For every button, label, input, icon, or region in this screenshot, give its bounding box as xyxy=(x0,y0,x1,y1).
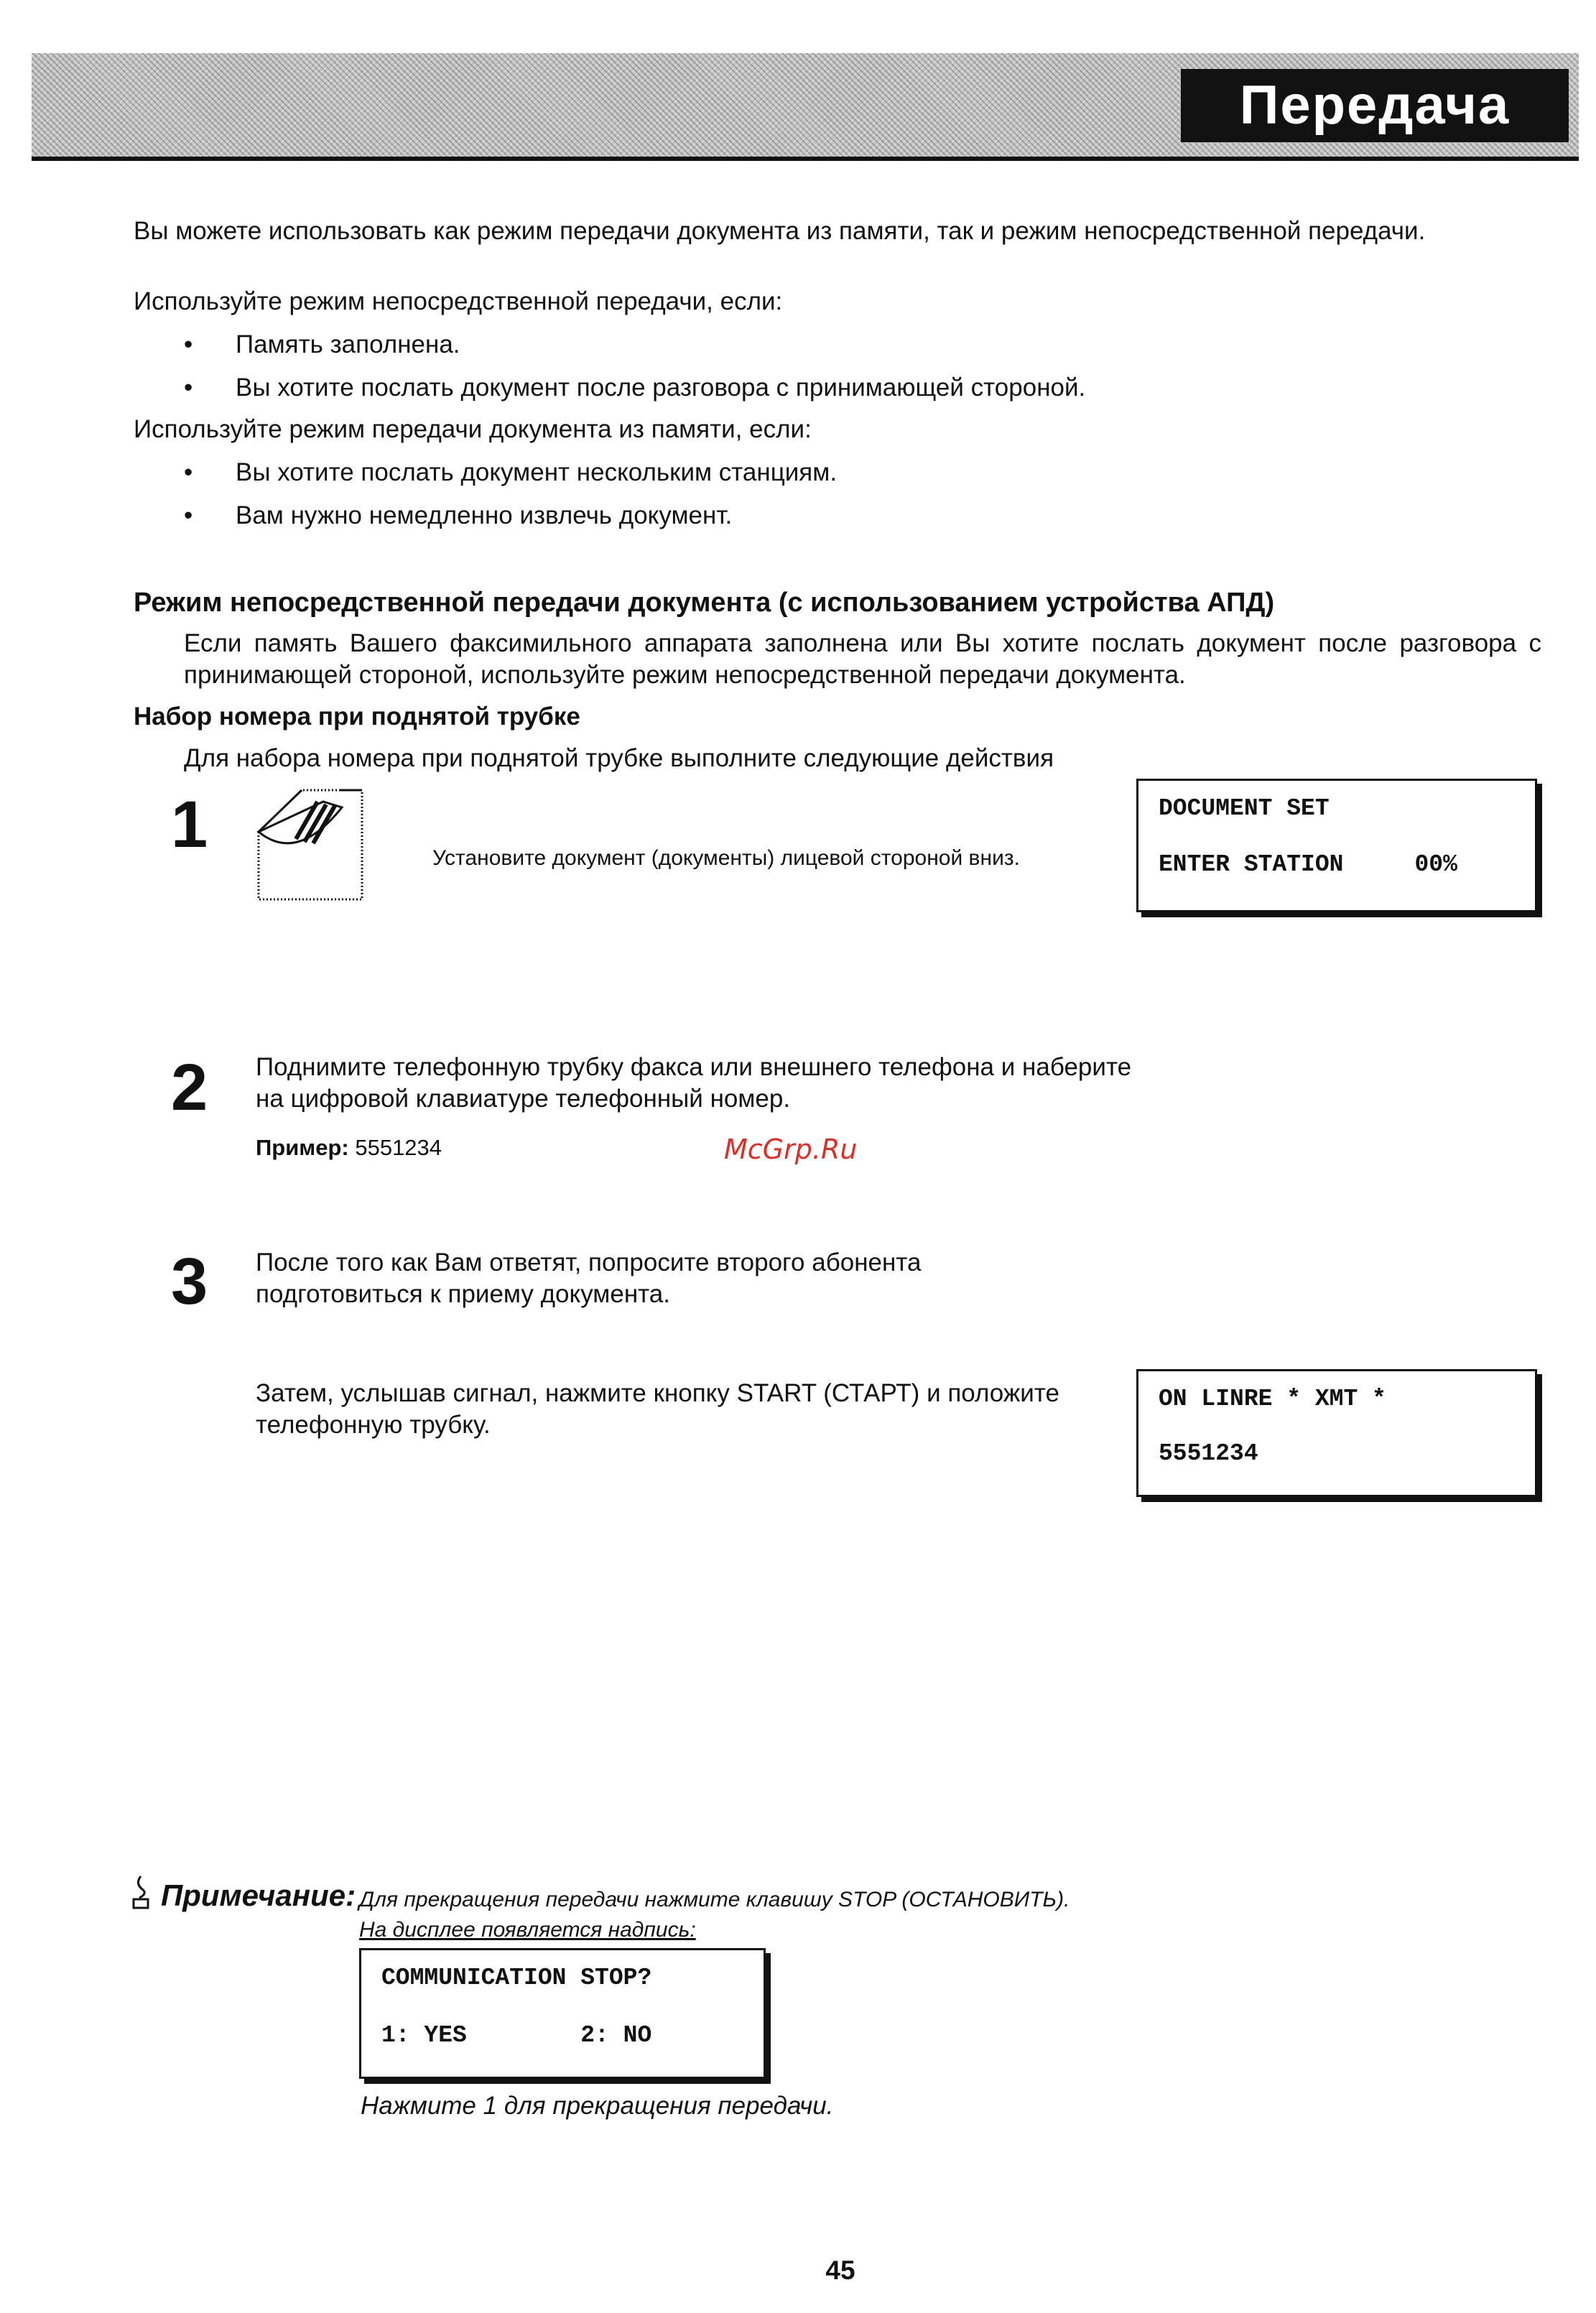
bullet-icon: • xyxy=(184,501,193,529)
list-item: • Вы хотите послать документ нескольким станциям. xyxy=(236,457,1528,488)
header-banner xyxy=(32,53,1579,209)
page-number: 45 xyxy=(825,2256,855,2285)
page-title: Передача документов xyxy=(1181,69,1569,142)
step-3-text: После того как Вам ответят, попросите второго абонента подготовиться к приему документа. xyxy=(256,1248,922,1308)
note-text-2: На дисплее появляется надпись: xyxy=(359,1918,696,1942)
step-2-example: Пример: 5551234 xyxy=(256,1135,442,1160)
note-text: Для прекращения передачи нажмите клавишу STOP (ОСТАНОВИТЬ). xyxy=(359,1888,1070,1911)
list-item: • Вы хотите послать документ после разговора с принимающей стороной. xyxy=(236,372,1528,404)
lcd-line-1: ON LINRE * XMT * xyxy=(1159,1386,1386,1412)
list-item: • Память заполнена. xyxy=(236,329,1528,361)
lcd-display-step1 xyxy=(1136,779,1537,912)
watermark-text: McGrp.Ru xyxy=(724,1134,858,1165)
note-icon xyxy=(131,1873,162,1911)
section-heading: Режим непосредственной передачи документа (с использованием устройства АПД) xyxy=(134,588,1275,618)
step-number: 2 xyxy=(171,1051,208,1124)
list-item: • Вам нужно немедленно извлечь документ. xyxy=(236,500,1528,532)
bullet-icon: • xyxy=(184,374,193,402)
intro-condition-direct: Используйте режим непосредственной передачи, если: xyxy=(134,287,783,315)
subsection-heading: Набор номера при поднятой трубке xyxy=(134,703,580,731)
intro-condition-memory: Используйте режим передачи документа из памяти, если: xyxy=(134,415,812,443)
intro-paragraph: Вы можете использовать как режим передачи документа из памяти, так и режим непосредственной передачи. xyxy=(134,217,1426,245)
step-3-text-2: Затем, услышав сигнал, нажмите кнопку START (СТАРТ) и положите телефонную трубку. xyxy=(256,1379,1059,1439)
lcd-display-note xyxy=(359,1948,766,2079)
step-2-text: Поднимите телефонную трубку факса или внешнего телефона и наберите на цифровой клавиатуре телефонный номер. xyxy=(256,1053,1132,1113)
note-label: Примечание: xyxy=(161,1878,356,1912)
lcd-display-step3 xyxy=(1136,1369,1537,1497)
step-number: 1 xyxy=(171,788,208,861)
lcd-line-2: 5551234 xyxy=(1159,1440,1258,1467)
section-text: Если память Вашего факсимильного аппарата заполнена или Вы хотите послать документ после разговора с принимающей стороной, используйте режим непосредственной передачи документа. xyxy=(184,629,1541,689)
document-icon xyxy=(254,786,369,904)
lcd-line-2: 1: YES 2: NO xyxy=(381,2022,652,2049)
step-1-text: Установите документ (документы) лицевой стороной вниз. xyxy=(432,846,1020,870)
note-text-3: Нажмите 1 для прекращения передачи. xyxy=(361,2092,834,2120)
lcd-line-1: COMMUNICATION STOP? xyxy=(381,1965,652,1991)
bullet-icon: • xyxy=(184,458,193,486)
lcd-line-2: ENTER STATION 00% xyxy=(1159,851,1457,878)
lcd-line-1: DOCUMENT SET xyxy=(1159,795,1330,822)
step-number: 3 xyxy=(171,1245,208,1318)
subsection-text: Для набора номера при поднятой трубке выполните следующие действия xyxy=(184,744,1054,772)
bullet-icon: • xyxy=(184,330,193,358)
